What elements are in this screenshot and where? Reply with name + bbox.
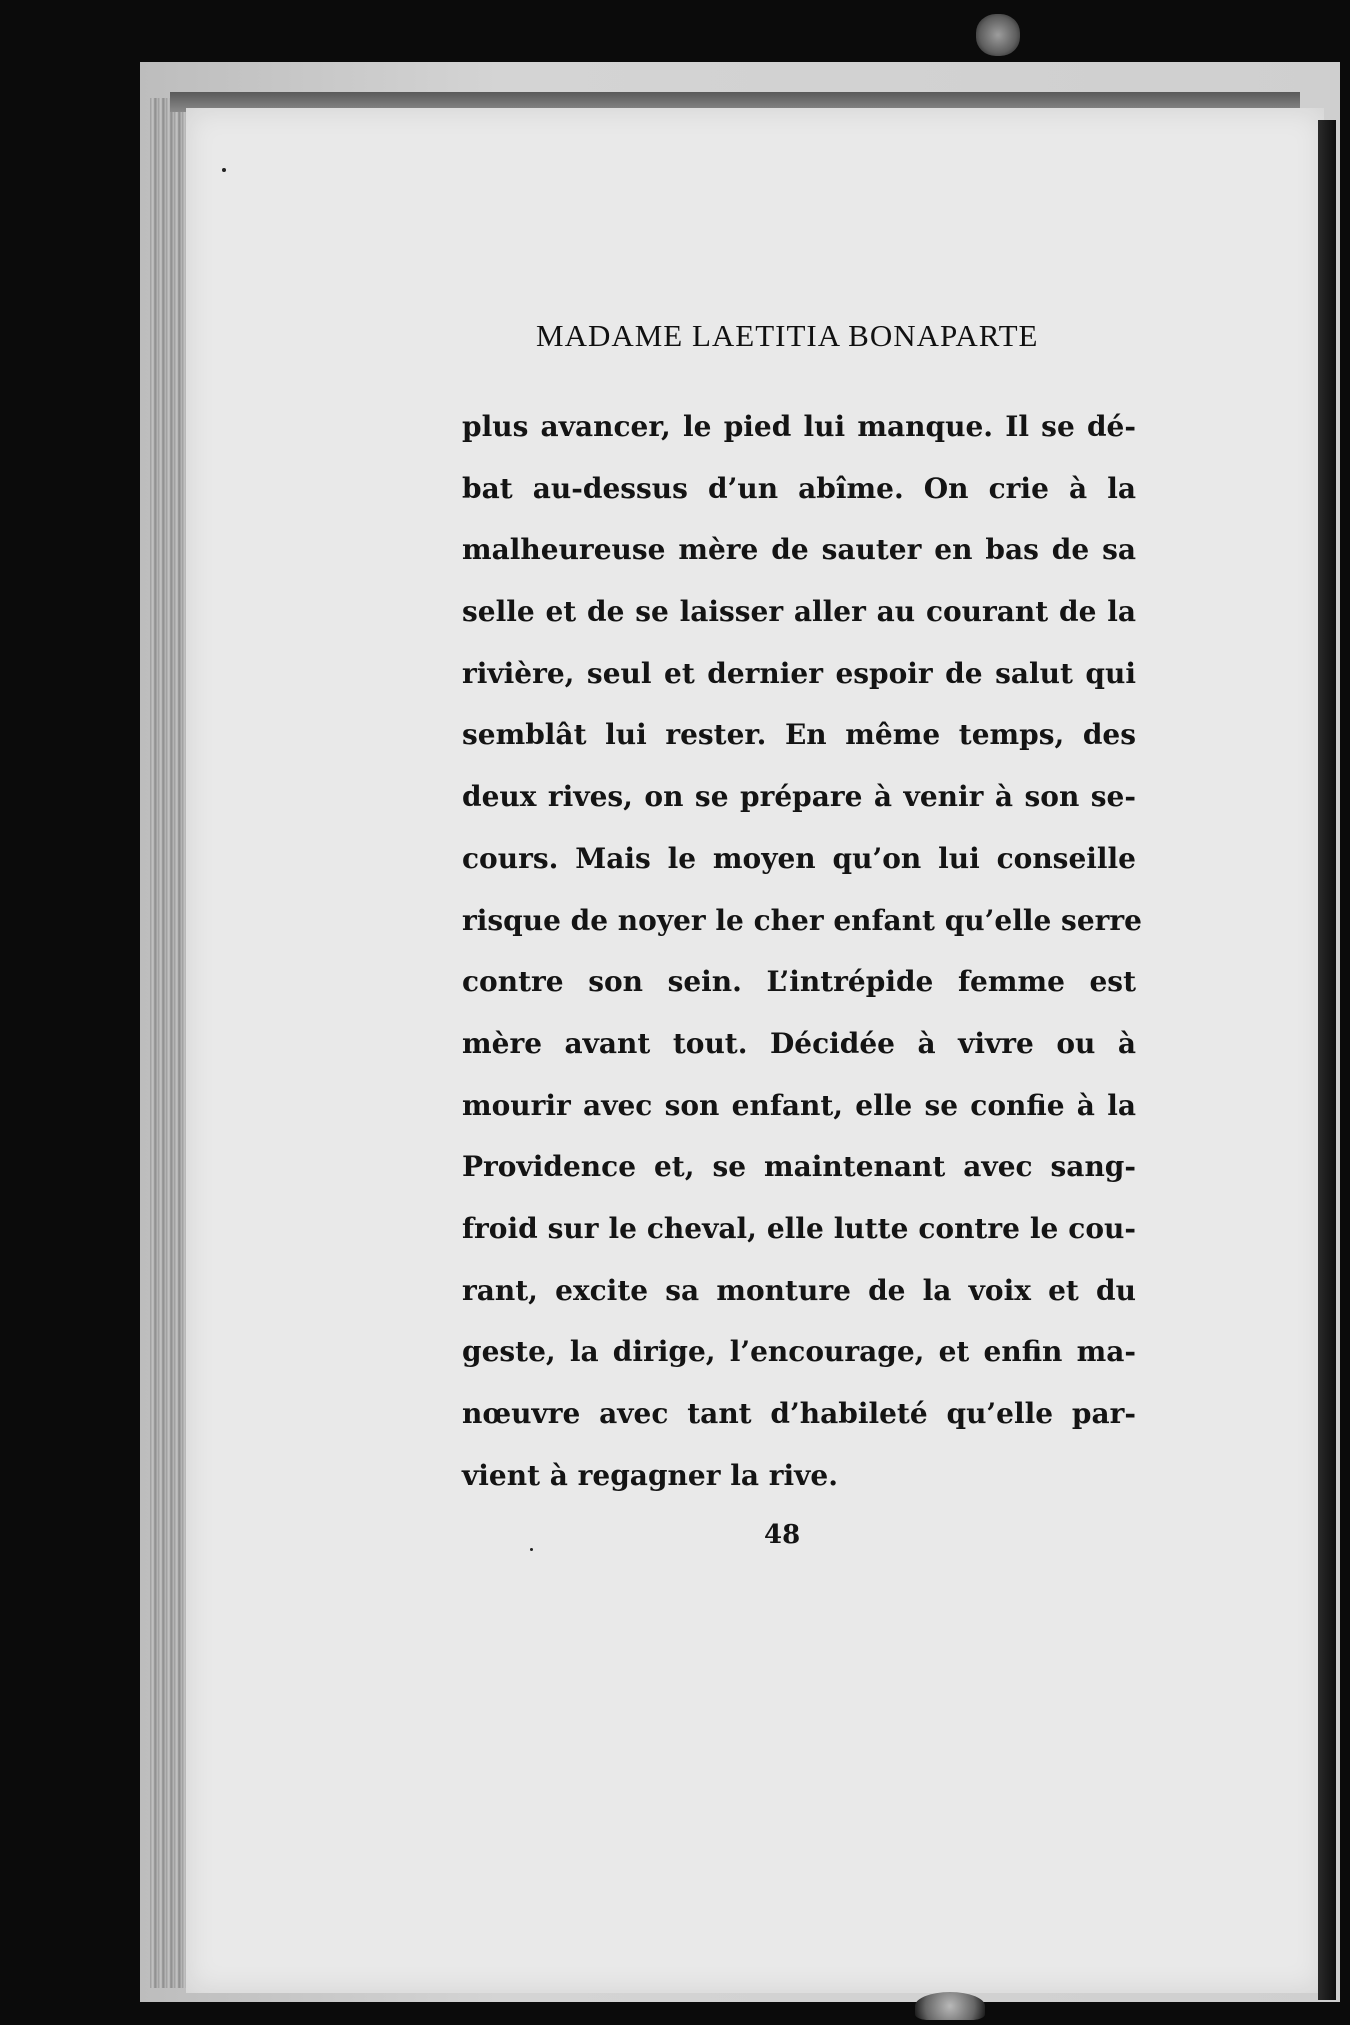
text-line: plus avancer, le pied lui manque. Il se dé- — [462, 410, 1136, 443]
page-number: 48 — [764, 1520, 801, 1550]
text-line: Providence et, se maintenant avec sang- — [462, 1150, 1136, 1184]
text-line: deux rives, on se prépare à venir à son se- — [462, 780, 1136, 814]
dust-speck — [222, 168, 226, 172]
text-line: geste, la dirige, l’encourage, et enfin ma- — [462, 1335, 1136, 1369]
scan-artifact-bottom — [915, 1992, 985, 2020]
text-line: selle et de se laisser aller au courant de la — [462, 595, 1136, 629]
text-line: semblât lui rester. En même temps, des — [462, 718, 1136, 752]
text-line: froid sur le cheval, elle lutte contre le cou- — [462, 1211, 1136, 1245]
body-text — [462, 396, 1142, 1506]
text-line: rivière, seul et dernier espoir de salut qui — [462, 656, 1136, 690]
text-line: vient à regagner la rive. — [462, 1458, 838, 1492]
text-line: malheureuse mère de sauter en bas de sa — [462, 533, 1136, 567]
text-line: nœuvre avec tant d’habileté qu’elle par- — [462, 1397, 1136, 1430]
right-gutter-shadow — [1318, 120, 1336, 2000]
running-head: MADAME LAETITIA BONAPARTE — [536, 318, 1039, 353]
text-line: cours. Mais le moyen qu’on lui conseille — [462, 841, 1136, 875]
text-line: risque de noyer le cher enfant qu’elle serre — [462, 903, 1142, 937]
text-line: mourir avec son enfant, elle se confie à la — [462, 1088, 1136, 1122]
scan-artifact-top — [976, 14, 1020, 56]
stacked-page-edges — [150, 98, 190, 1988]
dust-speck — [530, 1548, 533, 1551]
text-line: contre son sein. L’intrépide femme est — [462, 965, 1136, 999]
text-line: mère avant tout. Décidée à vivre ou à — [462, 1026, 1136, 1060]
text-line: rant, excite sa monture de la voix et du — [462, 1273, 1136, 1307]
text-line: bat au-dessus d’un abîme. On crie à la — [462, 471, 1136, 505]
